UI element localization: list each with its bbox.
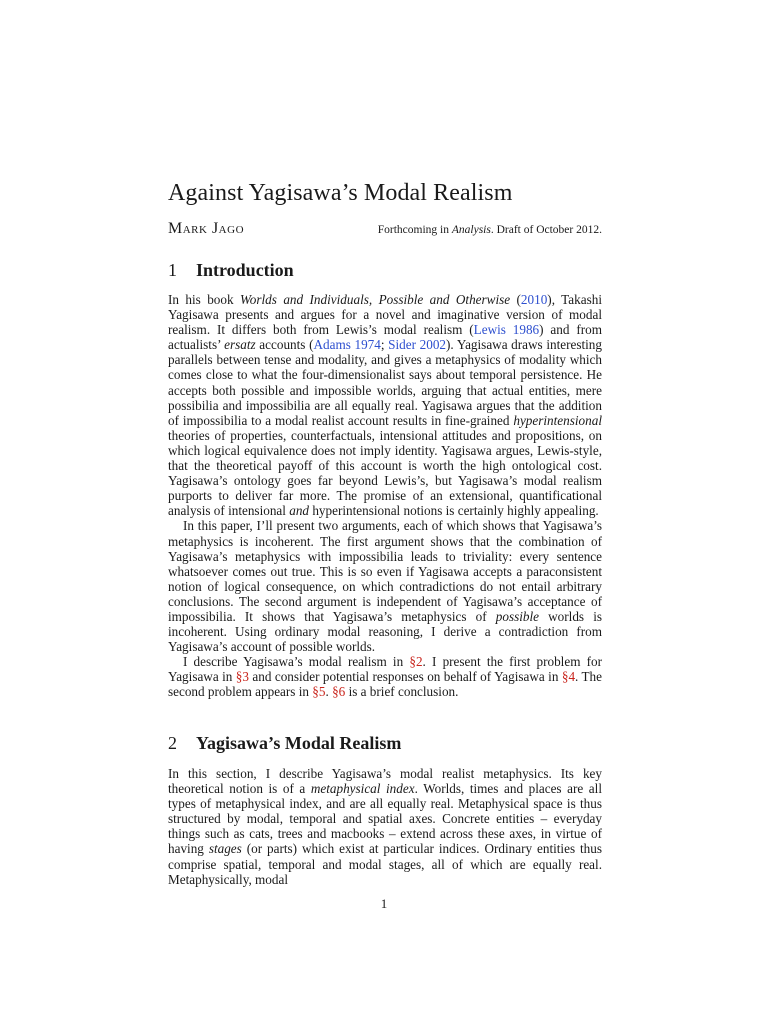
citation-link-yagisawa-2010[interactable]: 2010 — [520, 292, 548, 307]
section-title: Yagisawa’s Modal Realism — [196, 733, 402, 753]
emphasis: metaphysical index — [310, 781, 415, 797]
section-ref-link-4[interactable]: §4 — [561, 669, 576, 685]
paragraph: I describe Yagisawa’s modal realism in §2. I present the first problem for Yagisawa in §3 and consider potential responses on behalf of Yagisawa in §4. The second problem appears in §5. §6 is a brief conclusion. — [168, 654, 603, 700]
status-prefix: Forthcoming in — [377, 224, 452, 236]
paragraph: In this paper, I’ll present two arguments, each of which shows that Yagisawa’s metaphysics is incoherent. The first argument shows that the combination of Yagisawa’s metaphysics with impossibilia leads to triviality: every sentence whatsoever comes out true. This is so even if Yagisawa accepts a paraconsistent notion of logical consequence, on which contradictions do not entail arbitrary conclusions. The second argument is independent of Yagisawa’s acceptance of impossibilia. It shows that Yagisawa’s metaphysics of possible worlds is incoherent. Using ordinary modal reasoning, I derive a contradiction from Yagisawa’s account of possible worlds. — [168, 518, 602, 655]
emphasis: possible — [495, 608, 539, 624]
byline — [168, 220, 602, 239]
paragraph: In this section, I describe Yagisawa’s modal realist metaphysics. Its key theoretical notion is of a metaphysical index. Worlds, times and places are all types of metaphysical index, and are all equally real. Metaphysical space is thus structured by modal, temporal and spatial axes. Concrete entities – everyday things such as cats, trees and macbooks – extend across these axes, in virtue of having stages (or parts) which exist at particular indices. Ordinary entities thus comprise spatial, temporal and modal stages, all of which are equally real. Metaphysically, modal — [168, 766, 602, 887]
journal-name: Analysis — [451, 224, 491, 236]
section-ref-link-3[interactable]: §3 — [235, 669, 249, 685]
citation-link-adams-1974[interactable]: Adams 1974 — [313, 337, 381, 353]
book-title: Worlds and Individuals, Possible and Otherwise — [240, 292, 511, 307]
paragraph: In his book Worlds and Individuals, Possible and Otherwise (2010), Takashi Yagisawa presents and argues for a novel and imaginative version of modal realism. It differs both from Lewis’s modal realism (Lewis 1986) and from actualists’ ersatz accounts (Adams 1974; Sider 2002). Yagisawa draws interesting parallels between tense and modality, and gives a metaphysics of modality which comes close to what the four-dimensionalist says about temporal persistence. He accepts both possible and impossible worlds, arguing that actual entities, mere possibilia and impossibilia are all equally real. Yagisawa argues that the addition of impossibilia to a modal realist account results in fine-grained hyperintensional theories of properties, counterfactuals, intensional attitudes and propositions, on which logical equivalence does not imply identity. Yagisawa argues, Lewis-style, that the theoretical payoff of this account is worth the high ontological cost. Yagisawa’s ontology goes far beyond Lewis’s, but Yagisawa’s modal realism purports to deliver far more. The promise of an extensional, quantificational analysis of intensional and hyperintensional notions is certainly highly appealing. — [168, 292, 602, 519]
section-ref-link-6[interactable]: §6 — [332, 684, 346, 700]
status-suffix: . Draft of October 2012. — [490, 224, 602, 236]
section-heading-modal-realism — [168, 731, 401, 755]
modal-realism-body — [168, 766, 602, 887]
emphasis: and — [289, 503, 310, 519]
emphasis: hyperintensional — [513, 412, 602, 428]
page-number: 1 — [380, 896, 388, 911]
section-number: 2 — [168, 733, 177, 753]
section-number: 1 — [168, 260, 177, 280]
section-title: Introduction — [196, 260, 294, 280]
author-name: Mark Jago — [168, 220, 245, 237]
citation-link-sider-2002[interactable]: Sider 2002 — [388, 337, 447, 353]
section-ref-link-2[interactable]: §2 — [409, 654, 423, 670]
citation-link-lewis-1986[interactable]: Lewis 1986 — [473, 322, 540, 338]
emphasis: ersatz — [224, 337, 256, 353]
section-heading-introduction — [168, 258, 294, 282]
emphasis: stages — [208, 841, 242, 857]
publication-status — [378, 221, 602, 239]
introduction-body — [168, 292, 602, 700]
paper-title: Against Yagisawa’s Modal Realism — [168, 180, 513, 206]
section-ref-link-5[interactable]: §5 — [312, 684, 326, 700]
